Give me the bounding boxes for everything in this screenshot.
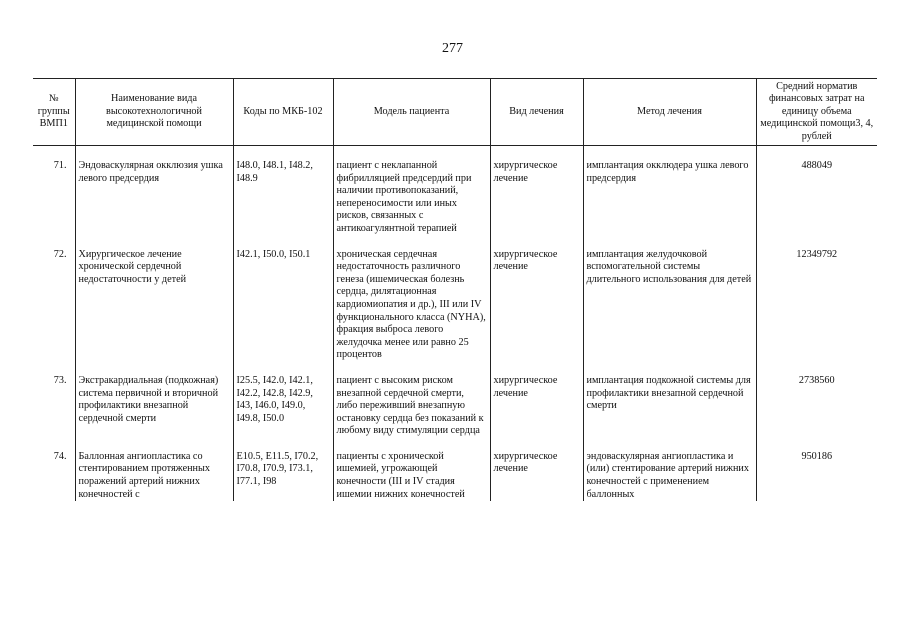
treatment-type: хирургическое лечение <box>490 249 583 362</box>
patient-model: хроническая сердечная недостаточность различного генеза (ишемическая болезнь сердца, дилятационная кардиомиопатия и др.), III или IV функционального класса (NYHA), фракция выброса левого желудочка менее или равно 25 процентов <box>333 249 490 362</box>
care-type-name: Хирургическое лечение хронической сердечной недостаточности у детей <box>75 249 233 362</box>
page-number: 277 <box>442 41 463 56</box>
gap-row <box>33 236 877 249</box>
header-group-number: № группы ВМП1 <box>33 79 75 146</box>
group-number: 74. <box>53 450 67 462</box>
header-icd-codes: Коды по МКБ-102 <box>233 79 333 146</box>
icd-codes: I42.1, I50.0, I50.1 <box>233 249 333 362</box>
spacer-row <box>33 146 877 161</box>
group-number: 73. <box>53 374 67 386</box>
treatment-method: имплантация окклюдера ушка левого предсердия <box>583 160 756 236</box>
patient-model: пациент с высоким риском внезапной сердечной смерти, либо переживший внезапную остановку сердца без показаний к любому виду стимуляции сердца <box>333 375 490 438</box>
patient-model: пациент с неклапанной фибрилляцией предсердий при наличии противопоказаний, непереносимости или иных рисков, связанных с антикоагулянтной терапией <box>333 160 490 236</box>
gap-row <box>33 438 877 451</box>
gap-row <box>33 362 877 375</box>
treatment-type: хирургическое лечение <box>490 375 583 438</box>
header-patient-model: Модель пациента <box>333 79 490 146</box>
patient-model: пациенты с хронической ишемией, угрожающей конечности (III и IV стадия ишемии нижних конечностей <box>333 451 490 501</box>
table-header-row <box>33 79 877 146</box>
header-average-cost: Средний норматив финансовых затрат на единицу объема медицинской помощи3, 4, рублей <box>756 79 877 146</box>
header-care-type-name: Наименование вида высокотехнологичной медицинской помощи <box>75 79 233 146</box>
group-number: 72. <box>53 248 67 260</box>
icd-codes: E10.5, E11.5, I70.2, I70.8, I70.9, I73.1, I77.1, I98 <box>233 451 333 501</box>
average-cost: 950186 <box>756 451 877 501</box>
vmp-table <box>33 78 877 501</box>
average-cost: 488049 <box>756 160 877 236</box>
icd-codes: I48.0, I48.1, I48.2, I48.9 <box>233 160 333 236</box>
care-type-name: Эндоваскулярная окклюзия ушка левого предсердия <box>75 160 233 236</box>
average-cost: 2738560 <box>756 375 877 438</box>
care-type-name: Баллонная ангиопластика со стентированием протяженных поражений артерий нижних конечностей с <box>75 451 233 501</box>
treatment-type: хирургическое лечение <box>490 160 583 236</box>
table-row <box>33 249 877 362</box>
icd-codes: I25.5, I42.0, I42.1, I42.2, I42.8, I42.9, I43, I46.0, I49.0, I49.8, I50.0 <box>233 375 333 438</box>
table-row <box>33 451 877 501</box>
treatment-method: имплантация желудочковой вспомогательной системы длительного использования для детей <box>583 249 756 362</box>
table-row <box>33 160 877 236</box>
treatment-method: эндоваскулярная ангиопластика и (или) стентирование артерий нижних конечностей с применением баллонных <box>583 451 756 501</box>
table-row <box>33 375 877 438</box>
header-treatment-type: Вид лечения <box>490 79 583 146</box>
group-number: 71. <box>53 160 67 171</box>
header-treatment-method: Метод лечения <box>583 79 756 146</box>
treatment-type: хирургическое лечение <box>490 451 583 501</box>
care-type-name: Экстракардиальная (подкожная) система первичной и вторичной профилактики внезапной сердечной смерти <box>75 375 233 438</box>
average-cost: 12349792 <box>756 249 877 362</box>
treatment-method: имплантация подкожной системы для профилактики внезапной сердечной смерти <box>583 375 756 438</box>
